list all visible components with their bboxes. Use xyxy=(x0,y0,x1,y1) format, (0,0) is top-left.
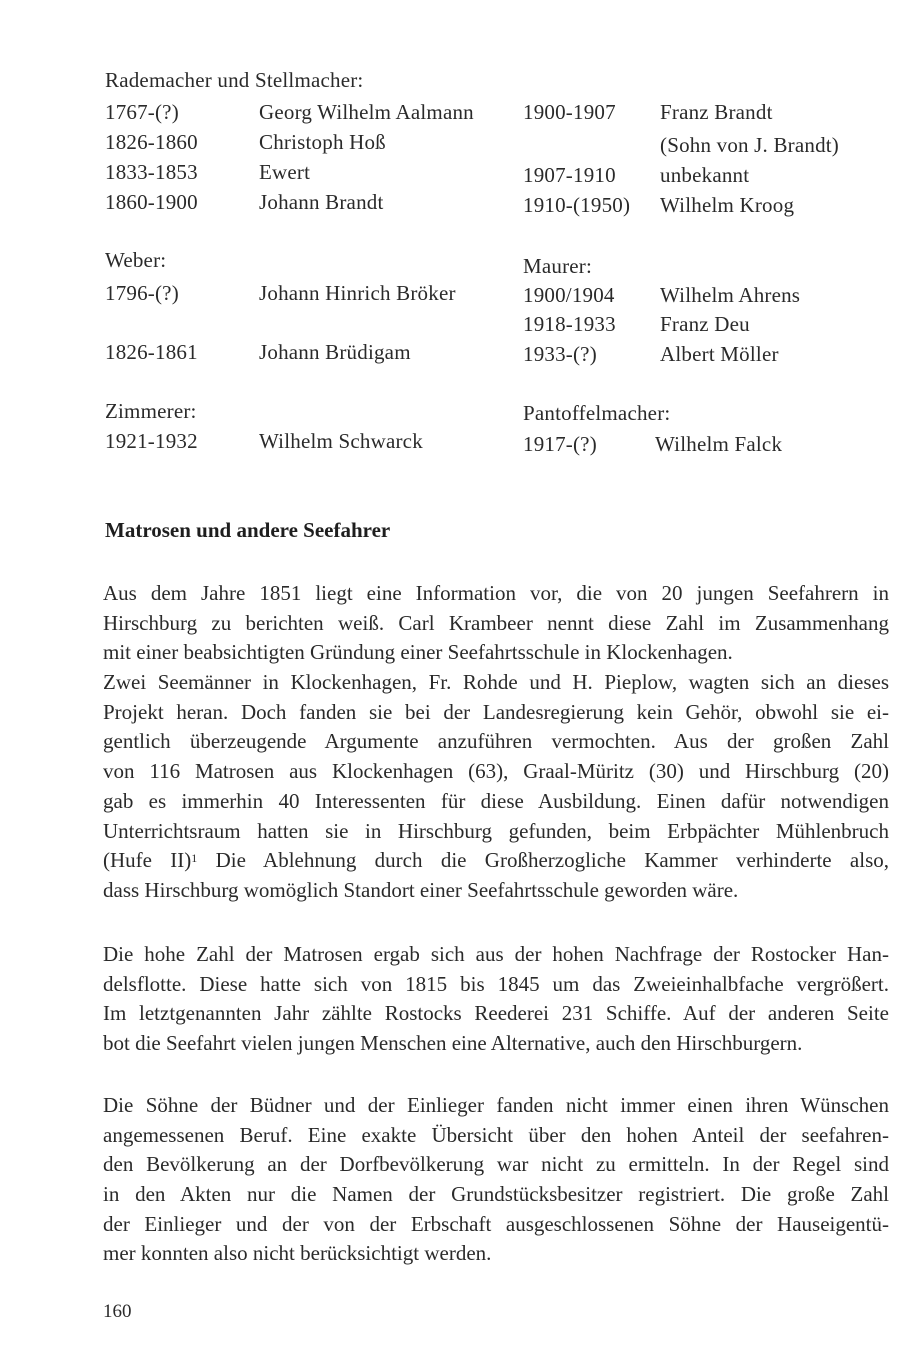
name-rademacher-6: unbekannt xyxy=(660,163,750,187)
name-rademacher-4: Johann Brandt xyxy=(259,190,384,214)
name-rademacher-2: Christoph Hoß xyxy=(259,130,386,154)
paragraph-line: mer konnten also nicht berücksichtigt werden. xyxy=(103,1241,492,1266)
years-maurer-3: 1933-(?) xyxy=(523,342,597,366)
name-maurer-2: Franz Deu xyxy=(660,312,750,336)
paragraph-line: Aus dem Jahre 1851 liegt eine Information vor, die von 20 jungen Seefahrern in xyxy=(103,581,889,605)
paragraph-line: mit einer beabsichtigten Gründung einer Seefahrtsschule in Klockenhagen. xyxy=(103,640,733,665)
years-maurer-1: 1900/1904 xyxy=(523,283,615,307)
years-rademacher-1: 1767-(?) xyxy=(105,100,179,124)
paragraph-line: Projekt heran. Doch fanden sie bei der Landesregierung kein Gehör, obwohl sie ei- xyxy=(103,699,889,724)
paragraph-2 xyxy=(103,940,889,1059)
paragraph-line: von 116 Matrosen aus Klockenhagen (63), Graal-Müritz (30) und Hirschburg (20) xyxy=(103,759,889,784)
name-pantoffelmacher-1: Wilhelm Falck xyxy=(655,432,783,456)
paragraph-text: (Hufe II) xyxy=(103,848,192,873)
paragraph-text: Die Ablehnung durch die Großherzogliche Kammer verhinderte also, xyxy=(197,848,889,873)
years-maurer-2: 1918-1933 xyxy=(523,312,616,336)
name-maurer-3: Albert Möller xyxy=(660,342,779,366)
years-weber-1: 1796-(?) xyxy=(105,281,179,305)
paragraph-line: Die hohe Zahl der Matrosen ergab sich aus der hohen Nachfrage der Rostocker Han- xyxy=(103,942,889,966)
paragraph-line: in den Akten nur die Namen der Grundstücksbesitzer registriert. Die große Zahl xyxy=(103,1182,889,1207)
paragraph-line-with-footnote xyxy=(103,846,889,876)
paragraph-line: dass Hirschburg womöglich Standort einer Seefahrtsschule geworden wäre. xyxy=(103,877,739,902)
paragraph-3 xyxy=(103,1091,889,1269)
name-rademacher-3: Ewert xyxy=(259,160,311,184)
name-weber-2: Johann Brüdigam xyxy=(259,340,411,364)
heading-zimmerer: Zimmerer: xyxy=(105,399,197,423)
years-rademacher-6: 1907-1910 xyxy=(523,163,616,187)
paragraph-line: Zwei Seemänner in Klockenhagen, Fr. Rohde und H. Pieplow, wagten sich an dieses xyxy=(103,670,889,695)
heading-rademacher: Rademacher und Stellmacher: xyxy=(105,68,364,92)
paragraph-line: der Einlieger und der von der Erbschaft ausgeschlossenen Söhne der Hauseigentü- xyxy=(103,1211,889,1236)
name-maurer-1: Wilhelm Ahrens xyxy=(660,283,801,307)
years-pantoffelmacher-1: 1917-(?) xyxy=(523,432,597,456)
name-rademacher-7: Wilhelm Kroog xyxy=(660,193,795,217)
heading-pantoffelmacher: Pantoffelmacher: xyxy=(523,401,671,425)
years-rademacher-7: 1910-(1950) xyxy=(523,193,631,217)
years-rademacher-3: 1833-1853 xyxy=(105,160,198,184)
section-heading: Matrosen und andere Seefahrer xyxy=(105,518,391,542)
name-rademacher-5: Franz Brandt xyxy=(660,100,773,124)
page-number: 160 xyxy=(103,1301,132,1322)
name-weber-1: Johann Hinrich Bröker xyxy=(259,281,456,305)
paragraph-line: bot die Seefahrt vielen jungen Menschen eine Alternative, auch den Hirschburgern. xyxy=(103,1031,803,1056)
years-rademacher-4: 1860-1900 xyxy=(105,190,198,214)
years-rademacher-2: 1826-1860 xyxy=(105,130,198,154)
paragraph-line: gab es immerhin 40 Interessenten für diese Ausbildung. Einen dafür notwendigen xyxy=(103,788,889,813)
years-zimmerer-1: 1921-1932 xyxy=(105,429,198,453)
name-rademacher-1: Georg Wilhelm Aalmann xyxy=(259,100,474,124)
heading-maurer: Maurer: xyxy=(523,254,593,278)
paragraph-line: Die Söhne der Büdner und der Einlieger fanden nicht immer einen ihren Wünschen xyxy=(103,1093,889,1117)
paragraph-line: delsflotte. Diese hatte sich von 1815 bis 1845 um das Zweieinhalbfache vergrößert. xyxy=(103,971,889,996)
years-rademacher-5: 1900-1907 xyxy=(523,100,616,124)
paragraph-line: Hirschburg zu berichten weiß. Carl Krambeer nennt diese Zahl im Zusammenhang xyxy=(103,610,889,635)
years-weber-2: 1826-1861 xyxy=(105,340,198,364)
heading-weber: Weber: xyxy=(105,248,167,272)
name-zimmerer-1: Wilhelm Schwarck xyxy=(259,429,423,453)
paragraph-line: Im letztgenannten Jahr zählte Rostocks Reederei 231 Schiffe. Auf der anderen Seite xyxy=(103,1001,889,1026)
paragraph-line: angemessenen Beruf. Eine exakte Übersicht über den hohen Anteil der seefahren- xyxy=(103,1122,889,1147)
footnote-mark: 1 xyxy=(191,851,198,866)
paragraph-line: Unterrichtsraum hatten sie in Hirschburg gefunden, beim Erbpächter Mühlenbruch xyxy=(103,818,889,843)
paragraph-1 xyxy=(103,579,889,906)
name-rademacher-5-note: (Sohn von J. Brandt) xyxy=(660,133,839,157)
paragraph-line: den Bevölkerung an der Dorfbevölkerung war nicht zu ermitteln. In der Regel sind xyxy=(103,1152,889,1177)
paragraph-line: gentlich überzeugende Argumente anzuführen vermochten. Aus der großen Zahl xyxy=(103,729,889,754)
